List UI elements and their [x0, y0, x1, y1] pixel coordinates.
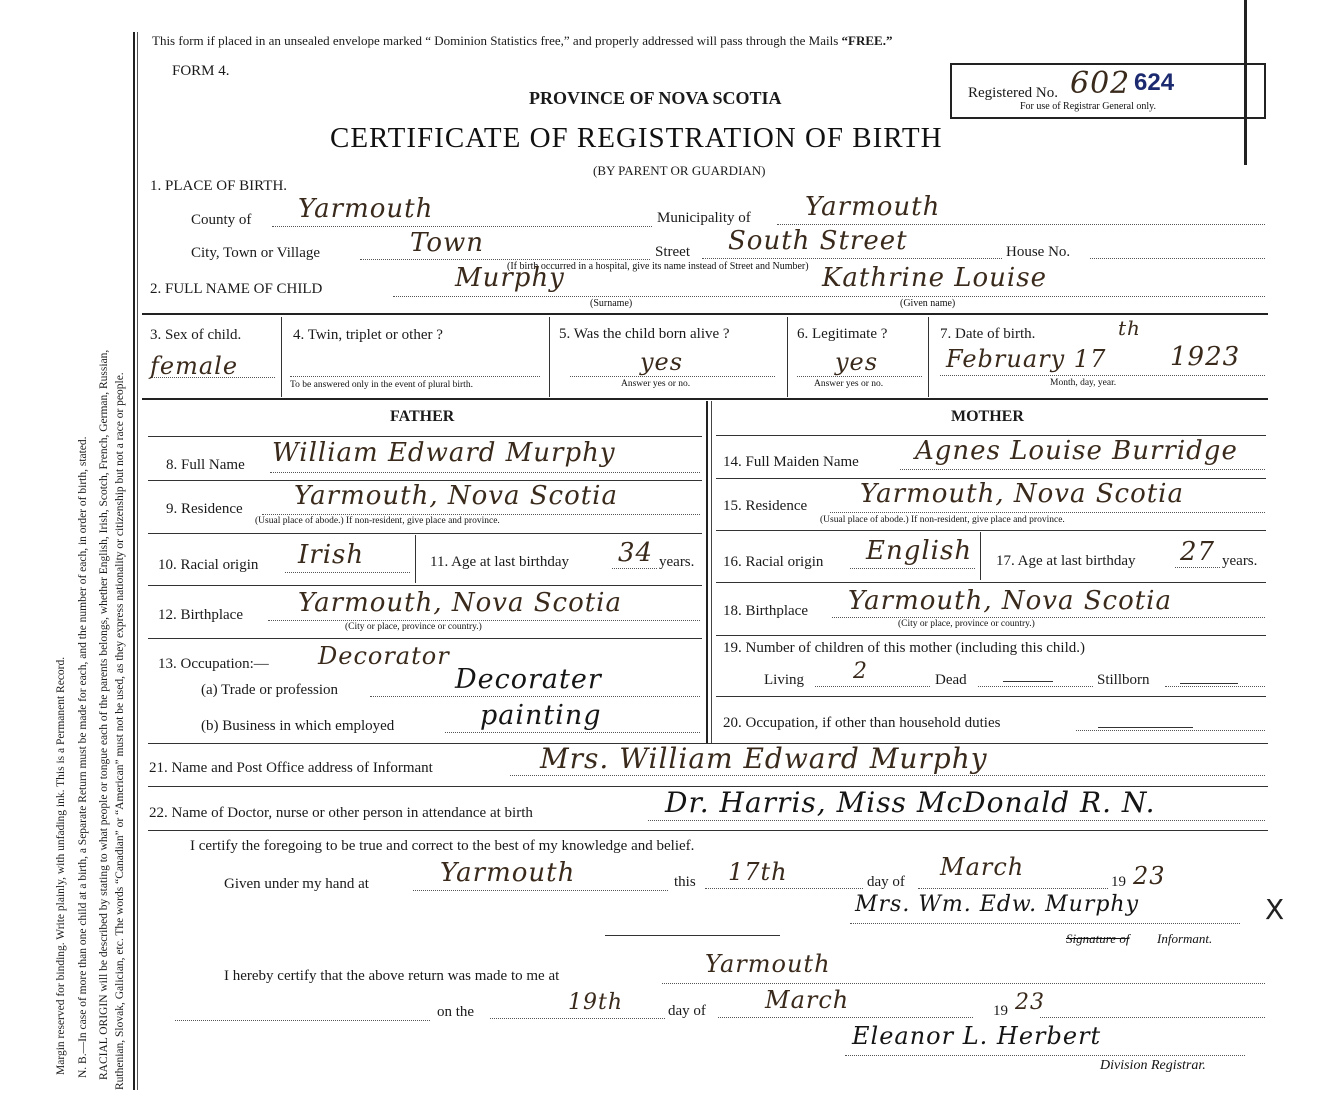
registrar-dayof-label: day of — [668, 1003, 706, 1019]
given-caption: (Given name) — [900, 298, 956, 309]
father-birthplace: Yarmouth, Nova Scotia — [298, 588, 622, 618]
given-place: Yarmouth — [440, 858, 576, 888]
informant-value: Mrs. William Edward Murphy — [540, 742, 988, 775]
doctor-label: 22. Name of Doctor, nurse or other person in attendance at birth — [149, 805, 533, 821]
mother-heading: MOTHER — [951, 408, 1024, 425]
legit-label: 6. Legitimate ? — [797, 326, 888, 342]
margin-line — [133, 32, 135, 1090]
dead-label: Dead — [935, 672, 967, 688]
binding-note: Margin reserved for binding. Write plainly, with unfading ink. This is a Permanent Record. — [55, 656, 67, 1075]
street-label: Street — [655, 244, 690, 260]
mother-birthplace: Yarmouth, Nova Scotia — [848, 586, 1172, 616]
registrar-signature: Eleanor L. Herbert — [852, 1022, 1102, 1050]
registered-label: Registered No. — [968, 85, 1058, 101]
father-name-label: 8. Full Name — [166, 457, 245, 473]
sig-label-struck: Signature of — [1066, 931, 1130, 946]
registered-box — [950, 63, 1266, 119]
father-name: William Edward Murphy — [272, 438, 616, 468]
father-years: years. — [659, 554, 695, 570]
trade-value: Decorater — [455, 664, 602, 695]
registrar-year: 23 — [1015, 990, 1045, 1015]
registrar-day: 19th — [568, 990, 624, 1015]
given-year: 23 — [1133, 862, 1166, 890]
mother-occ-label: 20. Occupation, if other than household duties — [723, 715, 1001, 731]
living-value: 2 — [853, 659, 868, 684]
margin-line-inner — [137, 32, 138, 1090]
father-racial: Irish — [298, 540, 365, 570]
mother-racial: English — [866, 536, 973, 566]
informant-label: 21. Name and Post Office address of Informant — [149, 760, 433, 776]
legit-value: yes — [835, 348, 879, 376]
hospital-note: (If birth occurred in a hospital, give its name instead of Street and Number) — [507, 261, 809, 272]
dob-label: 7. Date of birth. — [940, 326, 1036, 342]
father-heading: FATHER — [390, 408, 455, 425]
municipality-value: Yarmouth — [805, 192, 941, 222]
business-label: (b) Business in which employed — [201, 718, 395, 734]
father-bp-note: (City or place, province or country.) — [345, 622, 482, 632]
father-birthplace-label: 12. Birthplace — [158, 607, 243, 623]
child-given-name: Kathrine Louise — [822, 263, 1047, 293]
twin-label: 4. Twin, triplet or other ? — [293, 327, 443, 343]
father-occ-label: 13. Occupation:— — [158, 656, 269, 672]
form-number: FORM 4. — [172, 63, 230, 79]
given-label: Given under my hand at — [224, 876, 369, 892]
father-occ: Decorator — [318, 642, 450, 670]
given-year-prefix: 19 — [1111, 874, 1126, 890]
mother-racial-label: 16. Racial origin — [723, 554, 824, 570]
this-label: this — [674, 874, 696, 890]
registrar-month: March — [765, 986, 850, 1014]
registered-hw: 602 — [1070, 66, 1131, 101]
on-label: on the — [437, 1004, 475, 1020]
mail-note: This form if placed in an unsealed envelope marked “ Dominion Statistics free,” and properly addressed will pass through the Mails “FREE.” — [152, 33, 893, 48]
province-title: PROVINCE OF NOVA SCOTIA — [529, 88, 782, 108]
mother-res-label: 15. Residence — [723, 498, 808, 514]
racial-origin-note-1: RACIAL ORIGIN will be described by stating to what people or tongue each of the parents belongs, whether English, Irish, Scotch, French, German, Russian, — [98, 349, 110, 1080]
certify-text: I certify the foregoing to be true and correct to the best of my knowledge and belief. — [190, 838, 695, 854]
place-heading: 1. PLACE OF BIRTH. — [150, 178, 288, 194]
father-racial-label: 10. Racial origin — [158, 557, 259, 573]
given-day: 17th — [728, 858, 788, 886]
racial-origin-note-2: Ruthenian, Slovak, Galician, etc. The words “Canadian” or “American” must not be used, as they express nationality or citizenship but not a race or people. — [114, 372, 126, 1090]
surname-caption: (Surname) — [590, 298, 633, 309]
legit-note: Answer yes or no. — [814, 379, 884, 389]
dob-note: Month, day, year. — [1050, 378, 1117, 388]
twin-note: To be answered only in the event of plural birth. — [290, 380, 473, 390]
alive-value: yes — [640, 348, 684, 376]
father-age-label: 11. Age at last birthday — [430, 554, 569, 570]
registrar-text: I hereby certify that the above return was made to me at — [224, 968, 560, 984]
dob-value: February 17 — [946, 345, 1107, 373]
doctor-value: Dr. Harris, Miss McDonald R. N. — [665, 786, 1156, 819]
trade-label: (a) Trade or profession — [201, 682, 339, 698]
signature-cross: X — [1265, 893, 1285, 926]
father-res-label: 9. Residence — [166, 501, 243, 517]
registrar-note: For use of Registrar General only. — [1020, 101, 1156, 112]
registrar-place: Yarmouth — [705, 950, 831, 978]
alive-label: 5. Was the child born alive ? — [559, 326, 730, 342]
business-value: painting — [480, 700, 602, 731]
certificate-subtitle: (BY PARENT OR GUARDIAN) — [593, 163, 766, 178]
county-value: Yarmouth — [298, 194, 434, 224]
dob-th: th — [1118, 316, 1141, 340]
child-name-label: 2. FULL NAME OF CHILD — [150, 281, 323, 297]
informant-signature: Mrs. Wm. Edw. Murphy — [855, 892, 1140, 917]
certificate-title: CERTIFICATE OF REGISTRATION OF BIRTH — [330, 122, 943, 154]
city-label: City, Town or Village — [191, 245, 321, 261]
nb-note: N. B.—In case of more than one child at a birth, a Separate Return must be made for each, and the number of each, in order of birth, stated. — [77, 436, 89, 1078]
father-res-note: (Usual place of abode.) If non-resident, give place and province. — [255, 516, 500, 526]
registrar-year-prefix: 19 — [993, 1003, 1008, 1019]
municipality-label: Municipality of — [657, 210, 751, 226]
registered-number: 624 — [1134, 69, 1175, 96]
given-month: March — [940, 853, 1025, 881]
mother-age-label: 17. Age at last birthday — [996, 553, 1136, 569]
alive-note: Answer yes or no. — [621, 379, 691, 389]
mother-bp-note: (City or place, province or country.) — [898, 619, 1035, 629]
children-label: 19. Number of children of this mother (including this child.) — [723, 640, 1086, 656]
county-label: County of — [191, 212, 252, 228]
ink-stroke — [1244, 0, 1247, 165]
city-value: Town — [410, 228, 484, 258]
given-dayof-label: day of — [867, 874, 905, 890]
street-value: South Street — [728, 226, 908, 256]
child-surname: Murphy — [455, 263, 565, 293]
registrar-title: Division Registrar. — [1100, 1058, 1206, 1073]
living-label: Living — [764, 672, 804, 688]
mother-birthplace-label: 18. Birthplace — [723, 603, 808, 619]
mother-age: 27 — [1180, 537, 1216, 567]
mother-name: Agnes Louise Burridge — [915, 436, 1238, 466]
stillborn-label: Stillborn — [1097, 672, 1150, 688]
dob-year: 1923 — [1170, 342, 1241, 372]
father-residence: Yarmouth, Nova Scotia — [294, 481, 618, 511]
mother-years: years. — [1222, 553, 1258, 569]
sex-label: 3. Sex of child. — [150, 327, 242, 343]
mother-res-note: (Usual place of abode.) If non-resident, give place and province. — [820, 515, 1065, 525]
sex-value: female — [150, 352, 239, 380]
mother-residence: Yarmouth, Nova Scotia — [860, 479, 1184, 509]
sig-label: Informant. — [1157, 931, 1213, 946]
father-age: 34 — [618, 538, 654, 568]
house-label: House No. — [1006, 244, 1071, 260]
mother-name-label: 14. Full Maiden Name — [723, 454, 859, 470]
